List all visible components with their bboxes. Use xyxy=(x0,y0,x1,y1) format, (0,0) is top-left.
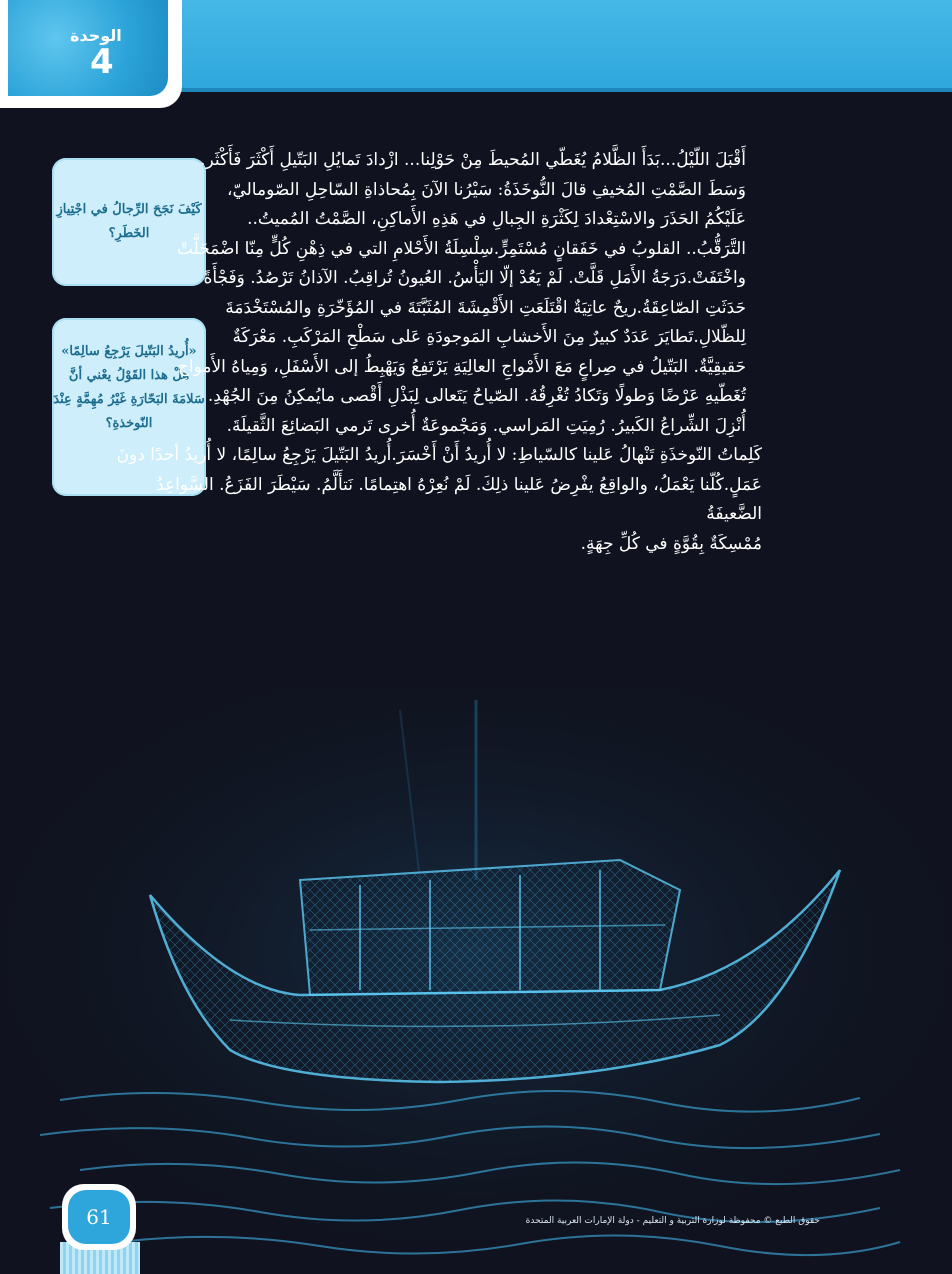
story-line: لِلظّلالِ.تَطايَرَ عَدَدٌ كبيرٌ مِنَ الأَخشابِ المَوجودَةِ عَلى سَطْحِ المَرْكَبِ. مَعْرَكَةٌ xyxy=(232,327,746,347)
unit-number: 4 xyxy=(90,42,114,82)
story-line: حَدَثَتِ الصّاعِقَةُ.ريحٌ عاتِيَةٌ اقْتَلَعَتِ الأَقْمِشَةَ المُثَبَّتَةَ في المُؤَخّرَةِ والمُسْتَخْدَمَةَ xyxy=(225,297,746,318)
story-line: أَقْبَلَ اللّيْلُ...بَدَأَ الظَّلامُ يُغَطّي المُحيطَ مِنْ حَوْلِنا... ازْدادَ تَمايُلِ البَتّيلِ أَكْثَرَ فَأَكْثَر. xyxy=(200,150,746,170)
story-line: حَقيقِيَّةٌ. البَتّيلُ في صِراعٍ مَعَ الأَمْواجِ العالِيَةِ يَرْتَفِعُ وَيَهْبِطُ إلى الأَسْفَلِ، وَمِياهُ الأَمواجِ xyxy=(177,356,746,377)
story-line: التَّرَقُّبُ.. القلوبُ في خَفَقانٍ مُسْتَمِرٍّ.سِلْسِلَةُ الأَحْلامِ التي في ذِهْنِ كُلٍّ مِنّا اضْمَحَلَّتْ xyxy=(176,238,746,259)
story-line: وَسَطَ الصَّمْتِ المُخيفِ قالَ النُّوخَذَةُ: سَيْرُنا الآنَ بِمُحاذاةِ السّاحِلِ الصّوماليّ، xyxy=(226,179,746,200)
boat-illustration xyxy=(0,690,952,1274)
boat-cabin xyxy=(300,860,680,995)
story-line: كَلِماتُ النّوخذَةِ تَنْهالُ عَلينا كالسّياطِ: لا أُريدُ أَنْ أَخْسَرَ.أُريدُ البَتّيلَ يَرْجِعُ سالِمًا، لا أُريدُ أحدًا دونَ xyxy=(116,445,762,465)
story-line: أُنْزِلَ الشِّراعُ الكَبيرُ. رُمِيَتِ المَراسي. وَمَجْموعَةٌ أُخرى تَرمي البَضائِعَ الثَّقيلَةَ. xyxy=(226,415,746,436)
unit-label: الوحدة xyxy=(70,26,122,45)
story-line: مُمْسِكَةٌ بِقُوَّةٍ في كُلِّ جِهَةٍ. xyxy=(580,533,762,554)
copyright-notice: حقوق الطبع © محفوظة لوزارة التربية و التعليم - دولة الإمارات العربية المتحدة xyxy=(525,1216,820,1226)
story-line: واخْتَفَتْ.دَرَجَةُ الأَمَلِ قَلَّتْ. لَمْ يَعُدْ إلّا اليَأْسُ. العُيونُ تُراقِبُ. الآذانُ تَرْصُدُ. وَفَجْأَةً xyxy=(203,268,746,288)
story-line: عَلَيْكُمُ الحَذَرَ والاسْتِعْدادَ لِكَثْرَةِ الجِبالِ في هَذِهِ الأَماكِنِ، الصَّمْتُ المُميتُ.. xyxy=(247,209,746,229)
side-question-2-text: «أُريدُ البَتّيلَ يَرْجِعُ سالِمًا» هلْ هذا القَوْلُ يعْني أنَّ سَلامَةَ البَحّارَةِ غَيْرُ مُهِمَّةٍ عِنْدَ النّوخذةِ؟ xyxy=(53,344,205,431)
unit-badge xyxy=(8,0,168,96)
unit-tab xyxy=(0,0,182,108)
side-question-1-text: كَيْفَ نَجَحَ الرِّجالُ في اجْتِيازِ الخَطَرِ؟ xyxy=(56,202,202,241)
story-text xyxy=(100,146,762,559)
story-line: تُغَطّيهِ عَرْضًا وَطولًا وَتَكادُ تُغْرِقُهُ. الصّياحُ يَتَعالى لِبَذْلِ أَقْصى مايُمكِنُ مِنَ الجُهْدِ. xyxy=(207,386,746,406)
story-line: عَمَلٍ.كُلّنا يَعْمَلُ، والواقِعُ يفْرِضُ عَلينا ذلِكَ. لَمْ نُعِرْهُ اهتِمامًا. نَتأَلَّمُ. سَيْطَرَ الفَزَعُ. السَّواعِدُ الضَّعيفَةُ xyxy=(156,474,762,524)
page-number: 61 xyxy=(68,1190,130,1244)
page-number-badge xyxy=(62,1184,136,1250)
